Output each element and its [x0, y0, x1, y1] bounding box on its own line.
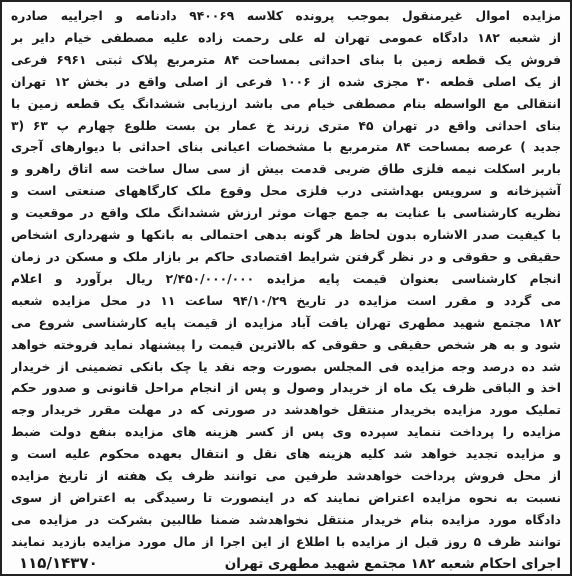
notice-line: آشپزخانه و سرویس بهداشتی درب فلزی محل وقوع ملک کارگاههای صنعتی است و [11, 184, 561, 199]
issuer-signature: اجرای احکام شعبه ۱۸۲ مجتمع شهید مطهری تهران [224, 555, 561, 572]
notice-line: با کیفیت صدر الاشاره بدون لحاظ هر گونه بدهی احتمالی به بانکها و شهرداری اشخاص [11, 228, 561, 243]
notice-line: انتقالی مع الواسطه بنام مصطفی خیام می باشد ارزیابی ششدانگ یک قطعه زمین با [11, 96, 561, 111]
notice-line: و مزایده تجدید خواهد شد کلیه هزینه های نقل و انتقال بعهده محکوم علیه است و [11, 447, 561, 462]
notice-body [11, 6, 561, 554]
notice-line: فروش یک قطعه زمین با بنای احداثی بمساحت ۸۴ مترمربع پلاک ثبتی ۶۹۶۱ فرعی [11, 52, 561, 67]
notice-line: از یک اصلی قطعه ۳۰ مجزی شده از ۱۰۰۶ فرعی از اصلی واقع در بخش ۱۲ تهران [11, 74, 561, 89]
notice-line: جدید ) عرصه بمساحت ۸۴ مترمربع با مشخصات اعیانی بنای احداثی با دیوارهای آجری [11, 140, 561, 155]
notice-line: از شعبه ۱۸۲ دادگاه عمومی تهران له علی رحمت زاده علیه مصطفی خیام دایر بر [11, 30, 561, 45]
notice-line: بنای احداثی واقع در تهران ۴۵ متری زرند خ عمار بن بست طلوع چهارم پ ۶۳ (۳ [11, 118, 561, 133]
notice-line: باربر اسکلت نیمه فلزی طاق ضربی قدمت بیش از سی سال ساخت سه اتاق راهرو و [11, 162, 561, 177]
notice-line: دادگاه مورد مزایده بنام خریدار منتقل نخواهدشد ضمنا طالبین بشرکت در مزایده می [11, 512, 561, 527]
notice-line: اخذ و الباقی ظرف یک ماه از خریدار وصول و پس از انجام مراحل قانونی و صدور حکم [11, 381, 561, 396]
notice-line: انجام کارشناسی بعنوان قیمت پایه مزایده ۲/۴۵۰/۰۰۰/۰۰۰ ریال برآورد و اعلام [11, 271, 561, 286]
notice-line: توانند ظرف ۵ روز قبل از مزایده با اطلاع از این اجرا از مال مورد مزایده بازدید نمایند [11, 534, 561, 549]
notice-line: تملیک مورد مزایده بخریدار منتقل خواهدشد در صورتی که در مهلت مقرر خریدار وجه [11, 403, 561, 418]
notice-line: نسبت به نحوه مزایده اعتراض نمایند که در اینصورت تا رسیدگی به اعتراض از سوی [11, 490, 561, 505]
notice-code: ۱۱۵/۱۴۳۷۰ [19, 553, 98, 572]
notice-line: می گردد و مقرر است مزایده در تاریخ ۹۴/۱۰/۲۹ ساعت ۱۱ در محل مزایده شعبه [11, 293, 561, 308]
notice-line: ۱۸۲ مجتمع شهید مطهری تهران یافت آباد مزایده از قیمت پایه کارشناسی شروع می [11, 315, 561, 330]
notice-line: نظریه کارشناسی با عنایت به جمع جهات موثر ارزش ششدانگ ملک واقع در موقعیت و [11, 206, 561, 221]
notice-line: حقیقی و حقوقی و در نظر گرفتن شرایط اقتصادی حاکم بر بازار ملک و مسکن در زمان [11, 249, 561, 264]
notice-footer [11, 554, 561, 572]
notice-line: مزایده را پرداخت ننماید سپرده وی پس از کسر هزینه های مزایده بنفع دولت ضبط [11, 425, 561, 440]
notice-line: مزایده اموال غیرمنقول بموجب پرونده کلاسه ۹۴۰۰۶۹ دادنامه و اجراییه صادره [11, 9, 561, 23]
notice-line: از محل فروش پرداخت خواهدشد طرفین می توانند ظرف یک هفته از تاریخ مزایده [11, 469, 561, 484]
notice-line: شد ده درصد وجه مزایده فی المجلس بصورت وجه نقد یا چک بانکی تضمینی از خریدار [11, 359, 561, 374]
notice-line: شود و به هر شخص حقیقی و حقوقی که بالاترین قیمت را پیشنهاد نماید فروخته خواهد [11, 337, 561, 352]
